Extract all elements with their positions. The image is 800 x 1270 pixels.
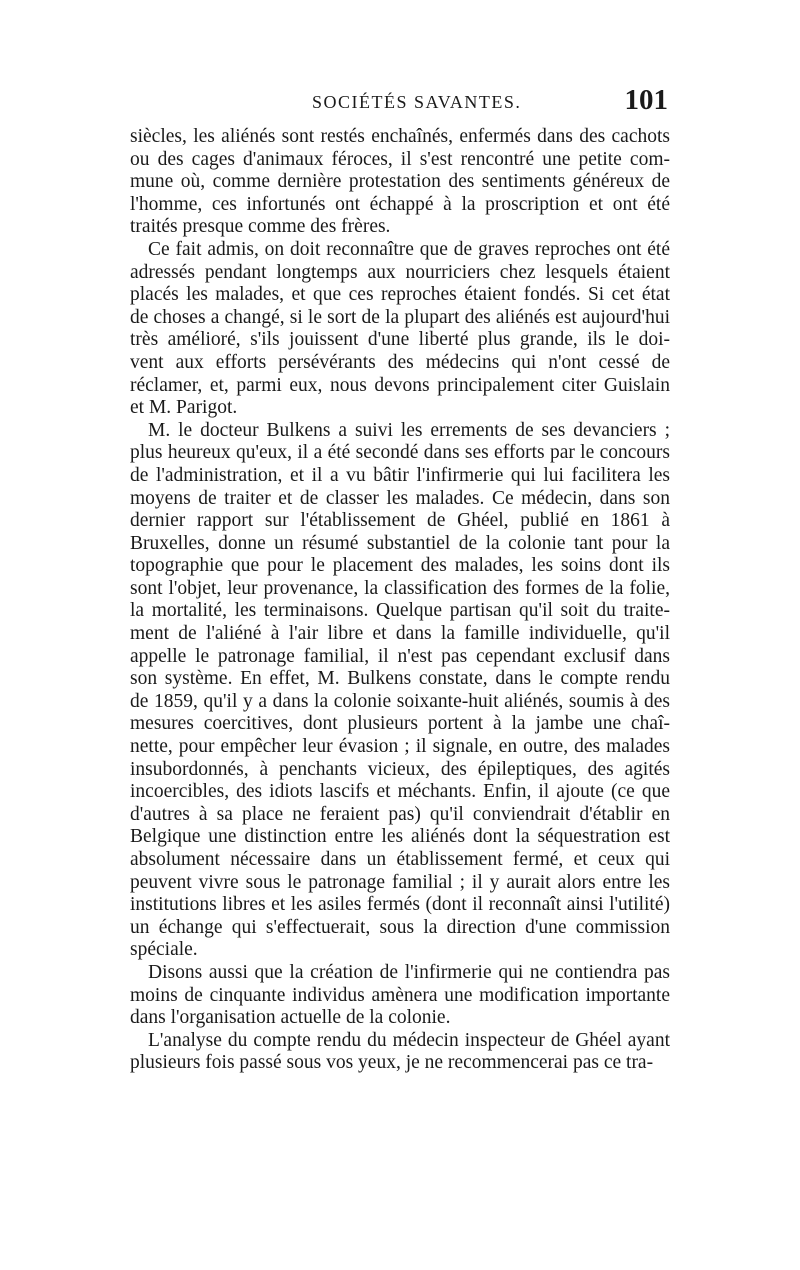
- paragraph: [130, 962, 670, 1030]
- running-title: SOCIÉTÉS SAVANTES.: [312, 92, 522, 112]
- text-line: de choses a changé, si le sort de la plupart des aliénés est aujourd'hui: [130, 306, 670, 328]
- text-line: insubordonnés, à penchants vicieux, des épileptiques, des agités: [130, 758, 670, 780]
- text-line: de l'administration, et il a vu bâtir l'infirmerie qui lui facilitera les: [130, 464, 670, 486]
- paragraph: [130, 1030, 670, 1075]
- text-line: réclamer, et, parmi eux, nous devons principalement citer Guislain: [130, 374, 670, 396]
- text-line: Disons aussi que la création de l'infirmerie qui ne contiendra pas: [148, 961, 670, 983]
- text-line: d'autres à sa place ne feraient pas) qu'il conviendrait d'établir en: [130, 803, 670, 825]
- text-line: absolument nécessaire dans un établissement fermé, et ceux qui: [130, 849, 670, 870]
- text-line: plusieurs fois passé sous vos yeux, je ne recommencerai pas ce tra-: [130, 1052, 654, 1074]
- text-line: mune où, comme dernière protestation des sentiments généreux de: [130, 171, 670, 193]
- paragraph: [130, 239, 670, 420]
- text-line: spéciale.: [130, 939, 198, 961]
- text-line: peuvent vivre sous le patronage familial ; il y aurait alors entre les: [130, 871, 670, 893]
- text-line: dernier rapport sur l'établissement de Ghéel, publié en 1861 à: [130, 510, 670, 532]
- text-line: son système. En effet, M. Bulkens constate, dans le compte rendu: [130, 668, 670, 690]
- page-number: 101: [624, 84, 668, 116]
- text-line: adressés pendant longtemps aux nourriciers chez lesquels étaient: [130, 261, 670, 283]
- text-line: traités presque comme des frères.: [130, 216, 391, 238]
- text-line: Ce fait admis, on doit reconnaître que de graves reproches ont été: [148, 238, 670, 260]
- paragraph: [130, 420, 670, 962]
- text-line: plus heureux qu'eux, il a été secondé dans ses efforts par le concours: [130, 442, 670, 464]
- text-line: L'analyse du compte rendu du médecin inspecteur de Ghéel ayant: [148, 1029, 670, 1051]
- text-line: la mortalité, les terminaisons. Quelque partisan qu'il soit du traite-: [130, 600, 670, 622]
- text-line: moyens de traiter et de classer les malades. Ce médecin, dans son: [130, 487, 670, 509]
- body-text: [130, 126, 670, 1075]
- text-line: ment de l'aliéné à l'air libre et dans la famille individuelle, qu'il: [130, 623, 670, 645]
- page-header: [130, 84, 670, 124]
- text-line: Belgique une distinction entre les aliénés dont la séquestration est: [130, 826, 670, 848]
- text-line: nette, pour empêcher leur évasion ; il signale, en outre, des malades: [130, 736, 670, 758]
- paragraph: [130, 126, 670, 239]
- text-line: siècles, les aliénés sont restés enchaînés, enfermés dans des cachots: [130, 126, 670, 147]
- text-line: de 1859, qu'il y a dans la colonie soixante-huit aliénés, soumis à des: [130, 690, 670, 712]
- text-line: moins de cinquante individus amènera une modification importante: [130, 984, 670, 1006]
- text-line: ou des cages d'animaux féroces, il s'est rencontré une petite com-: [130, 148, 670, 170]
- text-line: placés les malades, et que ces reproches étaient fondés. Si cet état: [130, 284, 670, 306]
- text-line: l'homme, ces infortunés ont échappé à la proscription et ont été: [130, 193, 670, 215]
- text-line: un échange qui s'effectuerait, sous la direction d'une commission: [130, 916, 670, 938]
- text-line: appelle le patronage familial, il n'est pas cependant exclusif dans: [130, 645, 670, 667]
- text-line: sont l'objet, leur provenance, la classification des formes de la folie,: [130, 577, 670, 599]
- text-line: mesures coercitives, dont plusieurs portent à la jambe une chaî-: [130, 713, 670, 735]
- text-line: topographie que pour le placement des malades, les soins dont ils: [130, 555, 670, 577]
- text-line: Bruxelles, donne un résumé substantiel de la colonie tant pour la: [130, 532, 670, 554]
- text-line: institutions libres et les asiles fermés (dont il reconnaît ainsi l'utilité): [130, 894, 670, 916]
- text-line: dans l'organisation actuelle de la colonie.: [130, 1007, 451, 1029]
- text-line: très amélioré, s'ils jouissent d'une liberté plus grande, ils le doi-: [130, 329, 670, 351]
- text-line: M. le docteur Bulkens a suivi les errements de ses devanciers ;: [148, 419, 670, 441]
- text-line: et M. Parigot.: [130, 397, 238, 419]
- text-line: vent aux efforts persévérants des médecins qui n'ont cessé de: [130, 351, 670, 373]
- text-line: incoercibles, des idiots lascifs et méchants. Enfin, il ajoute (ce que: [130, 781, 670, 803]
